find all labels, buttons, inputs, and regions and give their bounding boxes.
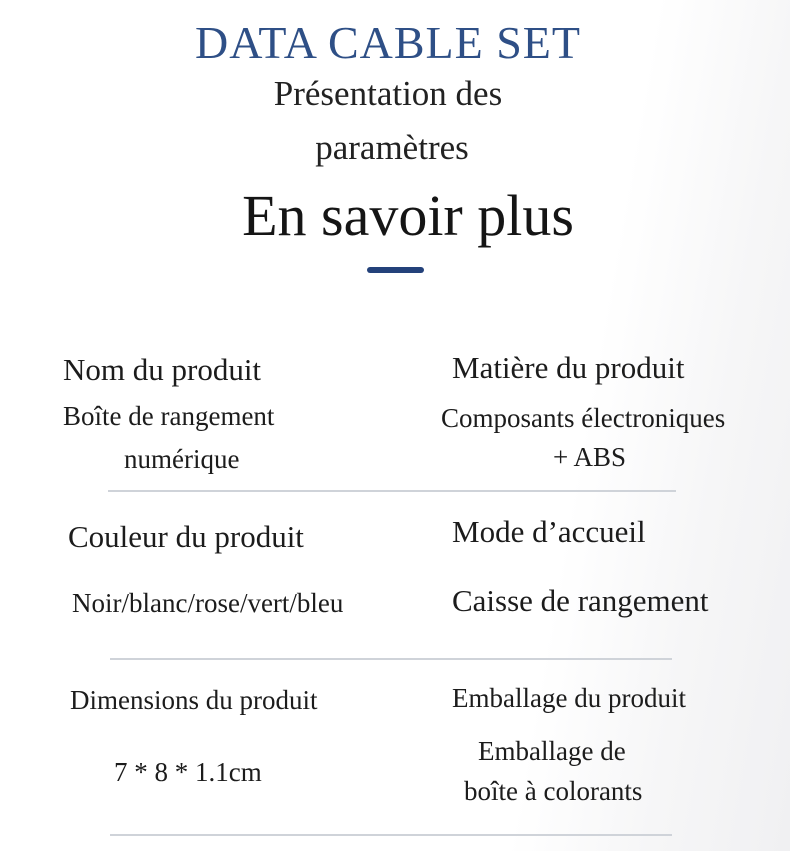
product-color-value: Noir/blanc/rose/vert/bleu <box>72 588 344 618</box>
accent-divider <box>367 267 424 273</box>
product-material-value-line-1: Composants électroniques <box>441 403 726 433</box>
reception-mode-value: Caisse de rangement <box>452 583 709 618</box>
row-divider-2 <box>110 658 672 660</box>
product-dimensions-value: 7 * 8 * 1.1cm <box>114 757 262 787</box>
row-divider-3 <box>110 834 672 836</box>
row-divider-1 <box>108 490 676 492</box>
product-packaging-value-line-1: Emballage de <box>478 736 626 766</box>
product-name-value-line-1: Boîte de rangement <box>63 401 275 431</box>
subtitle-line-2: paramètres <box>315 128 469 167</box>
product-color-label: Couleur du produit <box>68 519 304 554</box>
product-material-value-line-2: + ABS <box>553 442 627 472</box>
product-name-value-line-2: numérique <box>124 444 240 474</box>
product-packaging-label: Emballage du produit <box>452 683 686 713</box>
subtitle-line-1: Présentation des <box>273 74 503 113</box>
product-material-label: Matière du produit <box>452 350 685 385</box>
section-heading: En savoir plus <box>242 183 574 248</box>
product-dimensions-label: Dimensions du produit <box>70 685 318 715</box>
page-title: DATA CABLE SET <box>195 17 581 68</box>
reception-mode-label: Mode d’accueil <box>452 514 646 549</box>
product-name-label: Nom du produit <box>63 352 262 387</box>
product-packaging-value-line-2: boîte à colorants <box>464 776 643 806</box>
